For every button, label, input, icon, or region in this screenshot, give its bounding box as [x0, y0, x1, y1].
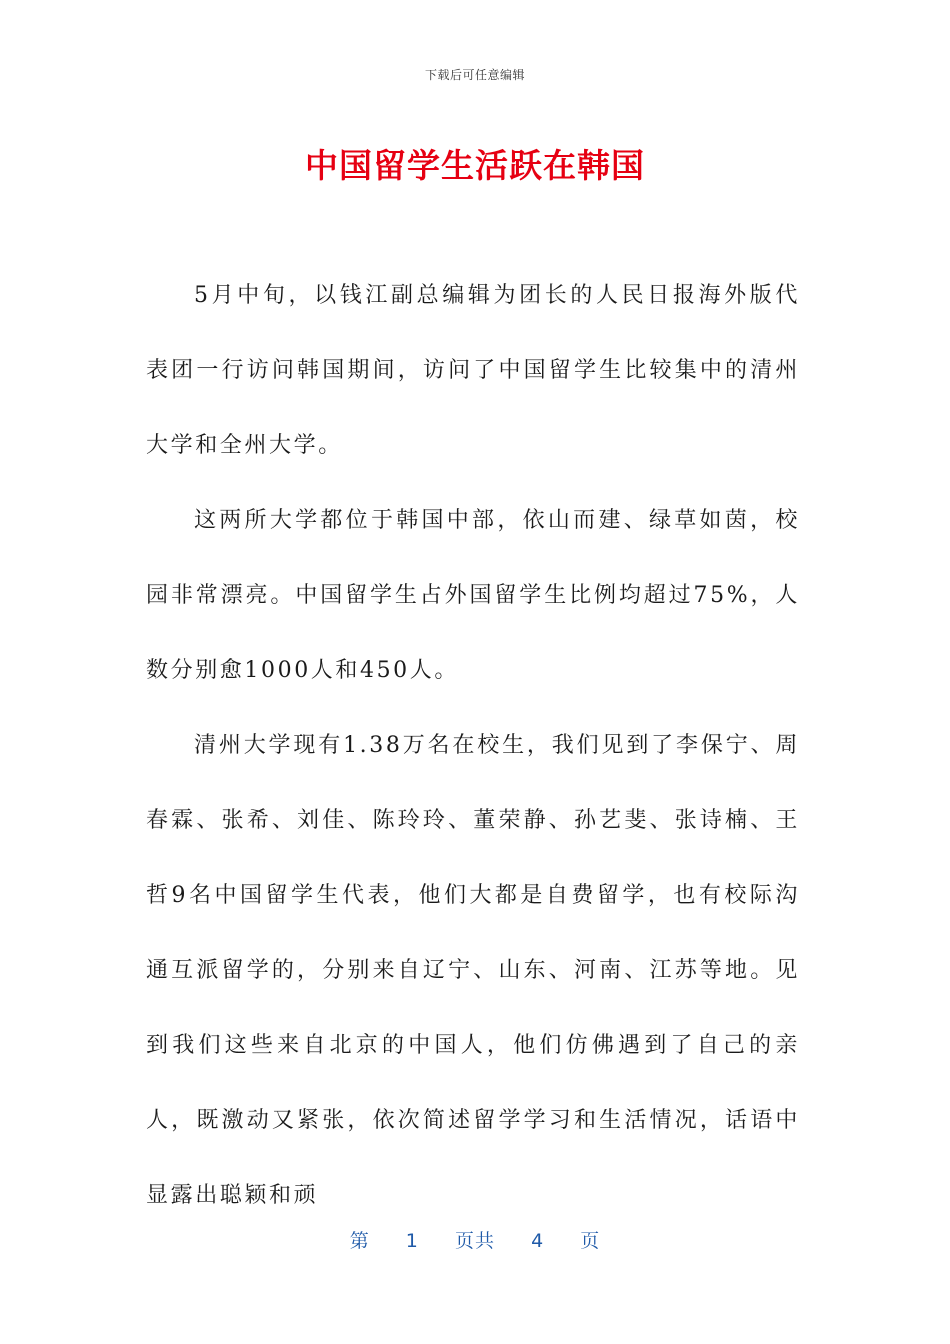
page-footer — [0, 1226, 950, 1253]
footer-suffix: 页 — [580, 1230, 601, 1252]
header-note: 下载后可任意编辑 — [424, 68, 525, 82]
paragraph-1: 5月中旬，以钱江副总编辑为团长的人民日报海外版代表团一行访问韩国期间，访问了中国留学生比较集中的清州大学和全州大学。 — [146, 283, 800, 458]
footer-mid: 页共 — [454, 1230, 495, 1252]
footer-prefix: 第 — [349, 1230, 370, 1252]
paragraph-2: 这两所大学都位于韩国中部，依山而建、绿草如茵，校园非常漂亮。中国留学生占外国留学生比例均超过75%，人数分别愈1000人和450人。 — [146, 508, 800, 683]
paragraph-3: 清州大学现有1.38万名在校生，我们见到了李保宁、周春霖、张希、刘佳、陈玲玲、董荣静、孙艺斐、张诗楠、王哲9名中国留学生代表，他们大都是自费留学，也有校际沟通互派留学的，分别来自辽宁、山东、河南、江苏等地。见到我们这些来自北京的中国人，他们仿佛遇到了自己的亲人，既激动又紧张，依次简述留学学习和生活情况，话语中显露出聪颖和顽 — [146, 733, 800, 1208]
footer-total-pages: 4 — [531, 1230, 545, 1252]
document-title: 中国留学生活跃在韩国 — [305, 146, 645, 185]
footer-current-page: 1 — [405, 1230, 419, 1252]
document-body — [146, 258, 800, 1233]
